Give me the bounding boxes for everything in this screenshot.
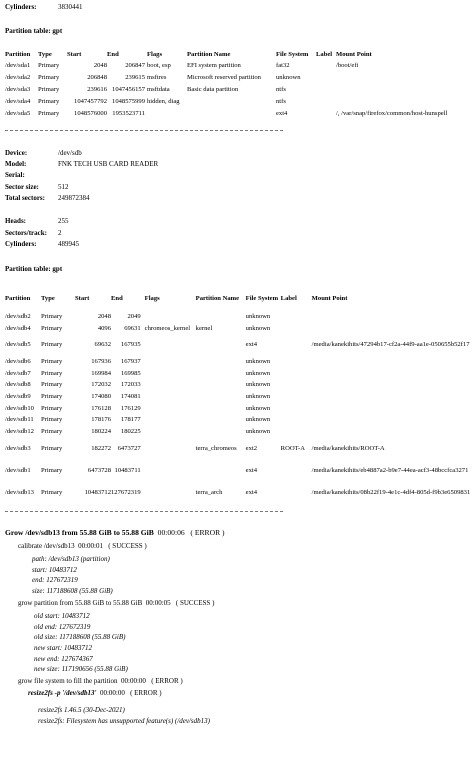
table-cell: terra_chromeos xyxy=(195,444,237,452)
table-cell: 2049 xyxy=(127,313,141,320)
table-cell: EFI system partition xyxy=(187,62,241,70)
info-label: Device: xyxy=(5,149,28,157)
table-cell: 1048575999 xyxy=(112,98,145,106)
table-cell: 169985 xyxy=(120,369,141,377)
column-header: Partition xyxy=(5,295,31,303)
table-cell: /media/kanekihits/47294b17-cf2a-44f9-aa1e-050655b52f17 xyxy=(311,341,470,349)
grow-filesystem-step: grow file system to fill the partition 00:00:00 ( ERROR ) xyxy=(18,677,183,685)
table-cell xyxy=(141,391,196,403)
table-cell xyxy=(281,481,308,503)
table-cell: unknown xyxy=(245,427,271,435)
table-row xyxy=(5,108,471,120)
table-row xyxy=(5,96,471,108)
table-cell xyxy=(141,481,196,503)
column-header: File System xyxy=(276,50,309,58)
table-cell: /media/kanekihits/ROOT-A xyxy=(311,444,385,452)
table-cell: 10483712 xyxy=(84,488,111,496)
table-cell: kernel xyxy=(195,324,213,332)
geometry-value: 2 xyxy=(58,229,62,237)
table-cell: /dev/sdb9 xyxy=(5,392,31,400)
column-header: End xyxy=(107,50,119,58)
table-cell xyxy=(308,403,471,415)
table-cell xyxy=(187,96,276,108)
table-cell xyxy=(196,334,246,356)
table-cell: Primary xyxy=(41,341,63,349)
table-cell: /media/kanekihits/08b22f19-4e1c-4df4-805d-f9b3e6509831 xyxy=(311,488,471,496)
table-cell xyxy=(336,96,471,108)
table-cell: 1048576000 xyxy=(74,110,107,118)
table-cell xyxy=(187,108,276,120)
table-cell: Primary xyxy=(41,324,63,332)
table-cell xyxy=(196,311,246,323)
table-cell: /dev/sdb1 xyxy=(5,466,31,474)
separator-line xyxy=(5,130,283,132)
info-value: FNK TECH USB CARD READER xyxy=(58,160,159,168)
detail-line: old start: 10483712 xyxy=(34,612,90,620)
table-cell: unknown xyxy=(245,324,271,332)
table-cell: 4096 xyxy=(97,324,111,332)
info-label: Sector size: xyxy=(5,183,39,191)
table-cell xyxy=(316,96,336,108)
table-cell: Primary xyxy=(41,313,63,320)
table-cell: 167937 xyxy=(120,358,141,366)
table-cell: 174081 xyxy=(120,392,141,400)
table-cell: Primary xyxy=(38,110,60,118)
operation-title: Grow /dev/sdb13 from 55.88 GiB to 55.88 GiB 00:00:06 ( ERROR ) xyxy=(5,528,225,537)
table-cell: /boot/efi xyxy=(336,62,359,70)
table-cell: 176129 xyxy=(120,404,141,412)
partition-table-label: Partition table: gpt xyxy=(5,27,63,35)
table-cell: 167935 xyxy=(120,341,141,349)
column-header: End xyxy=(111,295,123,303)
column-header: Label xyxy=(316,50,333,58)
table-row xyxy=(5,72,471,84)
table-cell: terra_arch xyxy=(195,488,223,496)
column-header: Partition Name xyxy=(187,50,231,58)
table-cell xyxy=(316,72,336,84)
column-header: Mount Point xyxy=(336,50,372,58)
table-cell: 2048 xyxy=(93,62,107,70)
table-row xyxy=(5,60,471,72)
table-cell xyxy=(141,356,196,368)
table-cell: 172033 xyxy=(120,381,141,389)
table-cell: 174080 xyxy=(91,392,111,400)
table-cell xyxy=(316,84,336,96)
table-cell xyxy=(308,323,471,335)
table-cell: 6473728 xyxy=(87,466,111,474)
info-label: Serial: xyxy=(5,171,25,179)
table-row xyxy=(5,414,471,426)
column-header: Flags xyxy=(147,50,163,58)
table-cell: ROOT-A xyxy=(280,444,305,452)
table-cell xyxy=(141,368,196,380)
table-cell: Primary xyxy=(41,381,63,389)
table-cell: /dev/sdb12 xyxy=(5,427,34,435)
detail-line: end: 127672319 xyxy=(32,576,78,585)
table-cell xyxy=(281,334,308,356)
detail-line: new end: 127674367 xyxy=(34,654,93,663)
geometry-value: 489945 xyxy=(58,240,79,248)
table-cell: Primary xyxy=(38,74,60,82)
table-cell xyxy=(308,426,471,438)
column-header: Start xyxy=(75,295,90,303)
table-cell: /dev/sdb2 xyxy=(5,313,31,320)
table-cell: /, /var/snap/firefox/common/host-hunspell xyxy=(336,110,448,118)
table-cell xyxy=(308,356,471,368)
table-cell: msftdata xyxy=(147,86,170,94)
table-cell: ext4 xyxy=(245,488,258,496)
info-value: /dev/sdb xyxy=(58,149,82,157)
table-cell xyxy=(281,356,308,368)
sdb-partition-table xyxy=(5,287,471,503)
table-cell xyxy=(281,379,308,391)
table-cell xyxy=(281,368,308,380)
geometry-value: 255 xyxy=(58,217,69,225)
table-cell: /media/kanekihits/eb4887a2-b9e7-44ea-acf3-48bccfca3271 xyxy=(311,466,469,474)
table-cell: Primary xyxy=(41,358,63,366)
table-cell xyxy=(308,368,471,380)
table-cell: msftres xyxy=(147,74,167,82)
table-cell xyxy=(196,356,246,368)
table-cell xyxy=(196,414,246,426)
table-cell: 2048 xyxy=(97,313,111,320)
detail-line: size: 117188608 (55.88 GiB) xyxy=(32,586,113,595)
table-cell: 169984 xyxy=(91,369,111,377)
table-cell: 167936 xyxy=(91,358,111,366)
info-label: Total sectors: xyxy=(5,194,45,202)
table-cell: /dev/sdb13 xyxy=(5,488,34,496)
table-cell: Primary xyxy=(38,86,60,94)
table-cell: unknown xyxy=(245,381,271,389)
table-row xyxy=(5,368,471,380)
table-cell: 206847 xyxy=(125,62,145,70)
table-cell: unknown xyxy=(245,416,271,424)
info-value: 249872384 xyxy=(58,194,90,202)
table-cell: ext4 xyxy=(276,110,288,118)
table-cell: 172032 xyxy=(91,381,111,389)
table-cell xyxy=(141,334,196,356)
table-cell xyxy=(196,459,246,481)
column-header: Type xyxy=(41,295,55,303)
table-cell xyxy=(196,368,246,380)
table-cell: unknown xyxy=(276,74,301,82)
table-row xyxy=(5,403,471,415)
table-cell: Primary xyxy=(41,404,63,412)
table-row xyxy=(5,481,471,503)
table-cell xyxy=(141,311,196,323)
table-row xyxy=(5,391,471,403)
table-cell: 1953523711 xyxy=(112,110,145,118)
table-cell: unknown xyxy=(245,392,271,400)
table-cell: /dev/sda4 xyxy=(5,98,31,106)
geometry-label: Cylinders: xyxy=(5,240,37,248)
table-cell xyxy=(196,403,246,415)
table-cell: Primary xyxy=(41,488,63,496)
table-cell xyxy=(141,414,196,426)
info-value: 512 xyxy=(58,183,69,191)
column-header: Flags xyxy=(144,295,160,303)
detail-line: new start: 10483712 xyxy=(34,644,92,652)
table-cell: 180224 xyxy=(91,427,111,435)
table-cell: /dev/sdb8 xyxy=(5,381,31,389)
table-cell xyxy=(308,379,471,391)
table-cell: /dev/sda1 xyxy=(5,62,31,70)
table-cell: 178177 xyxy=(120,416,141,424)
geometry-label: Sectors/track: xyxy=(5,229,47,237)
table-row xyxy=(5,323,471,335)
table-cell: 182272 xyxy=(91,444,111,452)
table-cell: /dev/sdb6 xyxy=(5,358,31,366)
table-cell: unknown xyxy=(245,404,271,412)
column-header: Partition Name xyxy=(195,295,240,303)
column-header: Start xyxy=(67,50,82,58)
table-cell: /dev/sdb4 xyxy=(5,324,31,332)
table-cell: /dev/sda2 xyxy=(5,74,31,82)
table-row xyxy=(5,334,471,356)
table-cell: ext4 xyxy=(245,341,258,349)
column-header: Label xyxy=(280,295,297,303)
calibrate-step: calibrate /dev/sdb13 00:00:01 ( SUCCESS ) xyxy=(18,542,147,550)
table-cell: 1047457792 xyxy=(74,98,107,106)
table-cell xyxy=(281,403,308,415)
table-cell: ext4 xyxy=(245,466,258,474)
info-label: Model: xyxy=(5,160,27,168)
table-row xyxy=(5,311,471,323)
table-cell: /dev/sda5 xyxy=(5,110,31,118)
table-cell xyxy=(196,391,246,403)
table-cell: 239616 xyxy=(87,86,107,94)
table-cell: ntfs xyxy=(276,86,286,94)
table-cell xyxy=(336,84,471,96)
resize2fs-command: resize2fs -p '/dev/sdb13' 00:00:00 ( ERROR ) xyxy=(28,689,162,697)
table-cell: 206848 xyxy=(87,74,107,82)
grow-partition-step: grow partition from 55.88 GiB to 55.88 GiB 00:00:05 ( SUCCESS ) xyxy=(18,599,215,607)
table-cell xyxy=(308,414,471,426)
table-row xyxy=(5,437,471,459)
sda-partition-table xyxy=(5,49,471,120)
table-cell: Primary xyxy=(41,444,63,452)
table-cell xyxy=(281,323,308,335)
table-cell: boot, esp xyxy=(147,62,171,70)
cylinders-label: Cylinders: xyxy=(5,3,37,11)
table-cell xyxy=(196,379,246,391)
table-cell xyxy=(308,311,471,323)
geometry-label: Heads: xyxy=(5,217,26,225)
table-cell: Primary xyxy=(38,98,60,106)
column-header: File System xyxy=(245,295,279,303)
table-cell: ntfs xyxy=(276,98,286,106)
table-cell xyxy=(336,72,471,84)
table-cell: /dev/sdb10 xyxy=(5,404,34,412)
table-cell: unknown xyxy=(245,358,271,366)
table-cell xyxy=(141,426,196,438)
table-cell: fat32 xyxy=(276,62,290,70)
table-cell xyxy=(141,379,196,391)
table-row xyxy=(5,379,471,391)
table-cell: 69631 xyxy=(124,324,141,332)
output-line: resize2fs: Filesystem has unsupported feature(s) (/dev/sdb13) xyxy=(38,716,210,725)
partition-table-label-2: Partition table: gpt xyxy=(5,265,63,273)
table-cell: Primary xyxy=(41,369,63,377)
table-cell xyxy=(281,391,308,403)
table-cell: 180225 xyxy=(120,427,141,435)
table-row xyxy=(5,356,471,368)
table-cell: Microsoft reserved partition xyxy=(187,74,261,82)
table-cell: /dev/sdb5 xyxy=(5,341,31,349)
table-cell xyxy=(281,426,308,438)
detail-line: old end: 127672319 xyxy=(34,622,91,631)
table-cell: /dev/sda3 xyxy=(5,86,31,94)
table-cell: 10483711 xyxy=(114,466,141,474)
table-cell xyxy=(141,459,196,481)
table-cell: unknown xyxy=(245,313,271,320)
cylinders-value: 3830441 xyxy=(58,3,83,11)
table-cell xyxy=(316,108,336,120)
table-cell: /dev/sdb3 xyxy=(5,444,31,452)
table-cell: 178176 xyxy=(91,416,111,424)
table-cell: /dev/sdb11 xyxy=(5,416,34,424)
table-cell: 239615 xyxy=(125,74,145,82)
table-cell xyxy=(141,437,196,459)
table-cell: unknown xyxy=(245,369,271,377)
table-cell: 176128 xyxy=(91,404,111,412)
table-cell: ext2 xyxy=(245,444,258,452)
separator-line-2 xyxy=(5,511,283,513)
table-cell xyxy=(141,403,196,415)
column-header: Mount Point xyxy=(311,295,348,303)
column-header: Type xyxy=(38,50,52,58)
table-cell: Primary xyxy=(41,427,63,435)
table-cell: Basic data partition xyxy=(187,86,239,94)
table-cell: Primary xyxy=(41,392,63,400)
table-cell xyxy=(145,108,187,120)
table-cell: Primary xyxy=(41,466,63,474)
table-header-row xyxy=(5,49,471,60)
column-header: Partition xyxy=(5,50,31,58)
table-cell xyxy=(281,414,308,426)
table-cell: Primary xyxy=(41,416,63,424)
table-cell xyxy=(281,459,308,481)
table-cell xyxy=(316,60,336,72)
detail-line: old size: 117188608 (55.88 GiB) xyxy=(34,633,126,642)
table-cell: 69632 xyxy=(94,341,111,349)
detail-line: start: 10483712 xyxy=(32,565,77,574)
table-header-row xyxy=(5,287,471,311)
table-cell: /dev/sdb7 xyxy=(5,369,31,377)
table-row xyxy=(5,459,471,481)
detail-line: path: /dev/sdb13 (partition) xyxy=(32,555,110,563)
table-cell: hidden, diag xyxy=(147,98,180,106)
table-cell: 6473727 xyxy=(117,444,141,452)
table-cell: Primary xyxy=(38,62,60,70)
table-row xyxy=(5,84,471,96)
table-cell xyxy=(281,311,308,323)
table-row xyxy=(5,426,471,438)
table-cell xyxy=(308,391,471,403)
table-cell: 1047456157 xyxy=(112,86,145,94)
table-cell: chromeos_kernel xyxy=(144,324,191,332)
table-cell xyxy=(196,426,246,438)
output-line: resize2fs 1.46.5 (30-Dec-2021) xyxy=(38,706,125,714)
table-cell: 127672319 xyxy=(111,488,141,496)
detail-line: new size: 117190656 (55.88 GiB) xyxy=(34,665,128,674)
